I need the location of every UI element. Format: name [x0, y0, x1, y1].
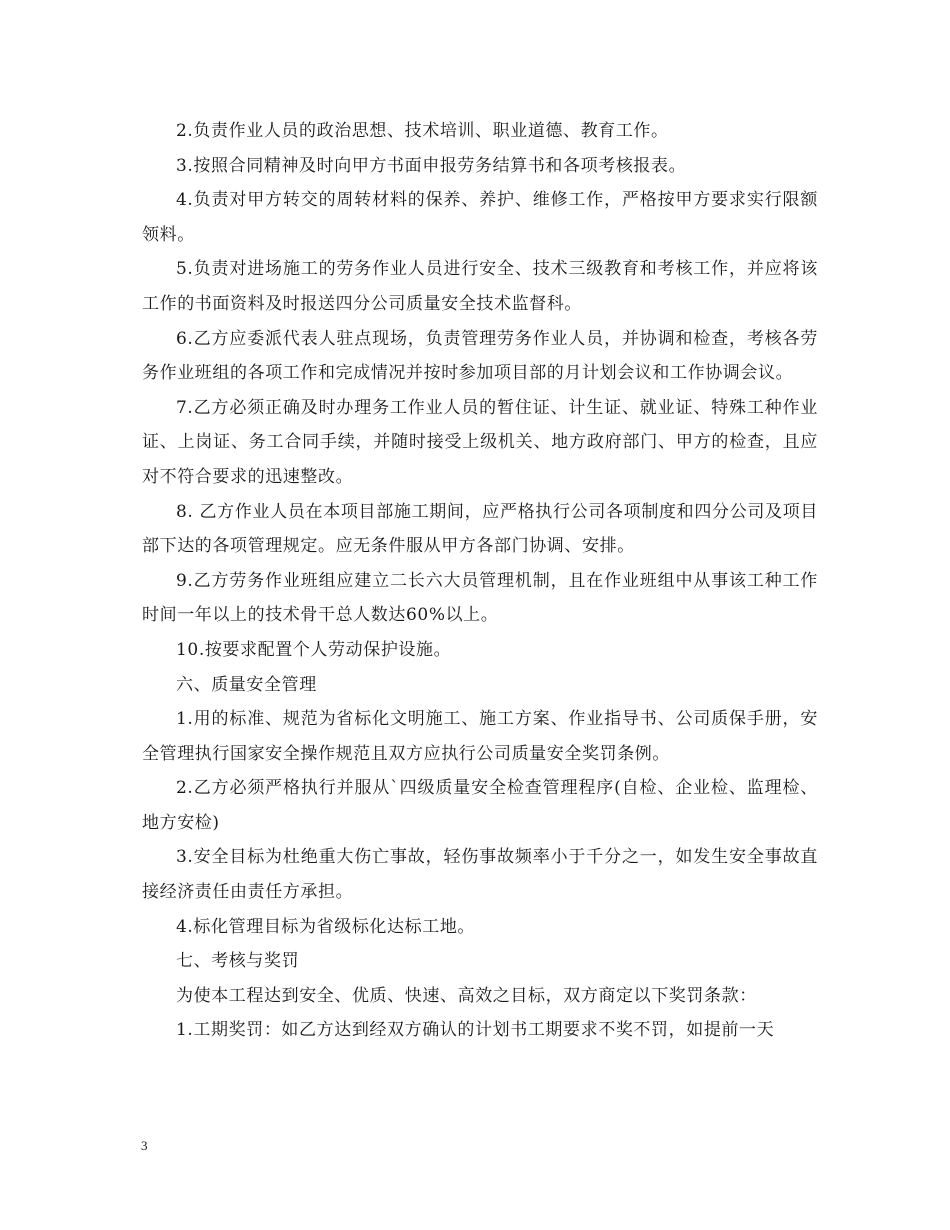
paragraph-12: 3.安全目标为杜绝重大伤亡事故，轻伤事故频率小于千分之一，如发生安全事故直接经济责任由责任方承担。: [142, 847, 818, 903]
paragraph-6: 7.乙方必须正确及时办理务工作业人员的暂住证、计生证、就业证、特殊工种作业证、上岗证、务工合同手续，并随时接受上级机关、地方政府部门、甲方的检查，且应对不符合要求的迅速整改。: [142, 397, 818, 487]
paragraph-8: 9.乙方劳务作业班组应建立二长六大员管理机制，且在作业班组中从事该工种工作时间一年以上的技术骨干总人数达60%以上。: [142, 570, 818, 626]
paragraph-7: 8. 乙方作业人员在本项目部施工期间，应严格执行公司各项制度和四分公司及项目部下达的各项管理规定。应无条件服从甲方各部门协调、安排。: [142, 501, 818, 557]
paragraph-1: 2.负责作业人员的政治思想、技术培训、职业道德、教育工作。: [176, 121, 669, 141]
paragraph-2: 3.按照合同精神及时向甲方书面申报劳务结算书和各项考核报表。: [176, 155, 687, 176]
paragraph-5: 6.乙方应委派代表人驻点现场，负责管理劳务作业人员，并协调和检查，考核各劳务作业班组的各项工作和完成情况并按时参加项目部的月计划会议和工作协调会议。: [142, 328, 818, 384]
paragraph-13: 4.标化管理目标为省级标化达标工地。: [176, 916, 476, 937]
paragraph-4: 5.负责对进场施工的劳务作业人员进行安全、技术三级教育和考核工作，并应将该工作的书面资料及时报送四分公司质量安全技术监督科。: [142, 259, 818, 314]
paragraph-3: 4.负责对甲方转交的周转材料的保养、养护、维修工作，严格按甲方要求实行限额领料。: [142, 190, 818, 245]
section-heading-assessment: 七、考核与奖罚: [176, 951, 300, 972]
page-number: 3: [141, 1138, 148, 1153]
paragraph-11: 2.乙方必须严格执行并服从`四级质量安全检查管理程序(自检、企业检、监理检、地方安检): [142, 778, 818, 833]
document-body: [142, 114, 818, 1048]
paragraph-10: 1.用的标准、规范为省标化文明施工、施工方案、作业指导书、公司质保手册，安全管理执行国家安全操作规范且双方应执行公司质量安全奖罚条例。: [142, 709, 818, 764]
section-heading-quality-safety: 六、质量安全管理: [176, 674, 317, 695]
paragraph-9: 10.按要求配置个人劳动保护设施。: [176, 639, 452, 660]
paragraph-14: 为使本工程达到安全、优质、快速、高效之目标，双方商定以下奖罚条款：: [176, 985, 757, 1006]
paragraph-15: 1.工期奖罚：如乙方达到经双方确认的计划书工期要求不奖不罚，如提前一天: [176, 1020, 775, 1041]
